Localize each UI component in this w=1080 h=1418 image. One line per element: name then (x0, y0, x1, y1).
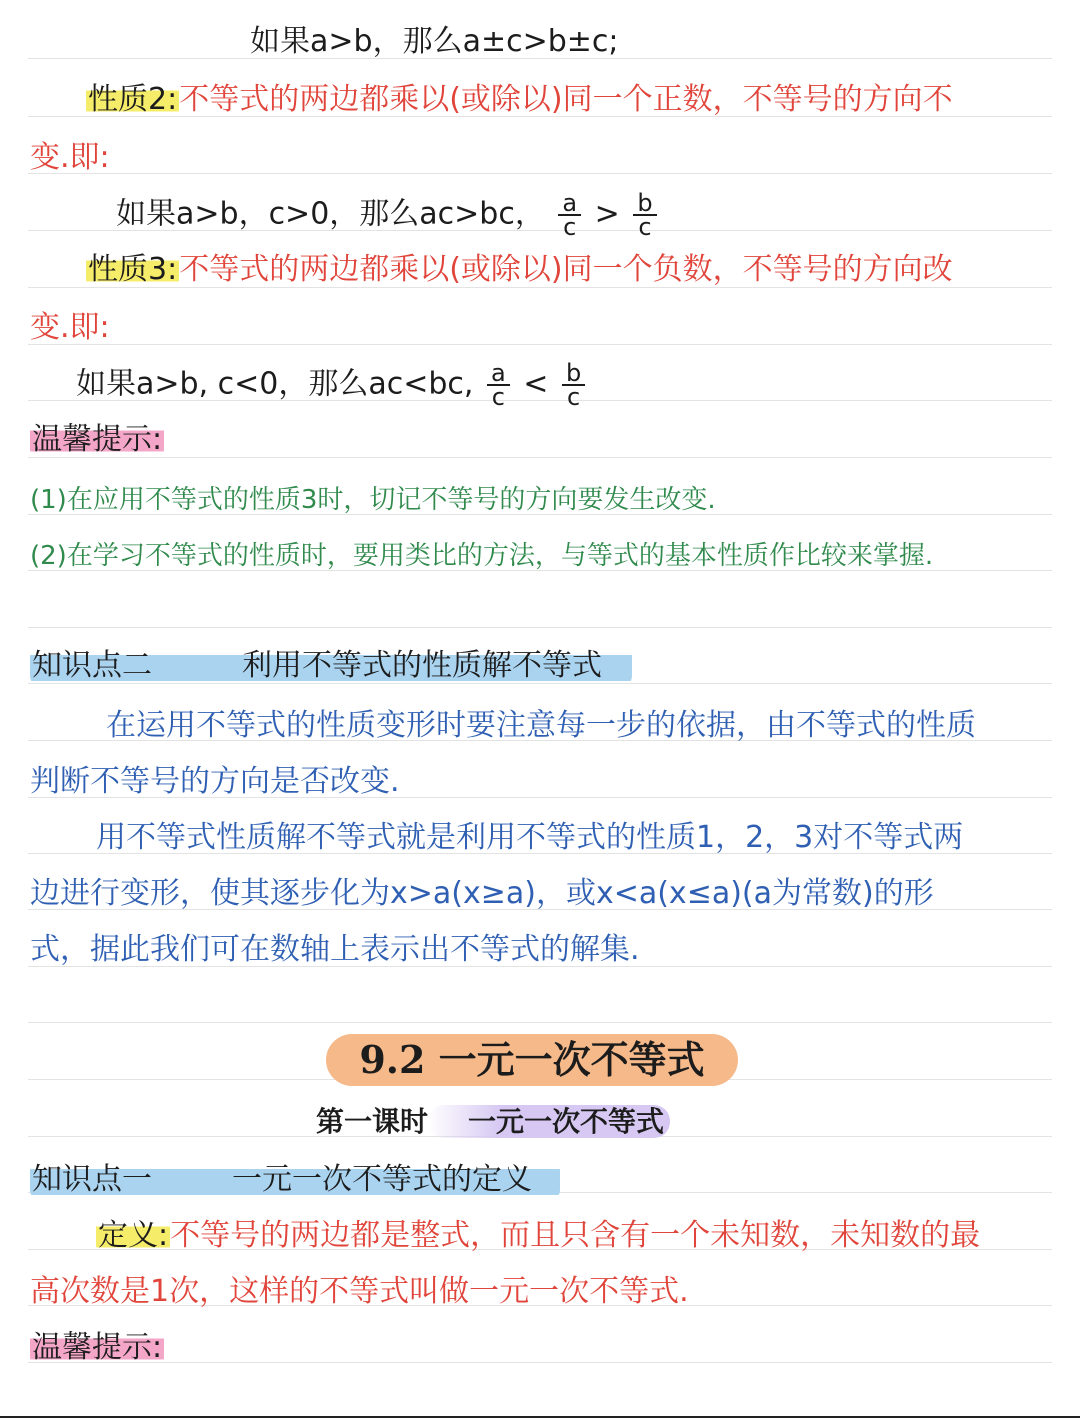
knowledge-point-2-banner (30, 646, 632, 686)
definition-line-2: 高次数是1次，这样的不等式叫做一元一次不等式. (30, 1274, 689, 1309)
definition-label: 定义: (98, 1218, 169, 1253)
property3-text: 不等式的两边都乘以(或除以)同一个负数，不等号的方向改 (179, 252, 953, 287)
lesson-topic: 一元一次不等式 (428, 1105, 670, 1138)
kp2-paragraph-2-line-1: 用不等式性质解不等式就是利用不等式的性质1，2，3对不等式两 (96, 820, 964, 855)
tip-heading-1: 温馨提示: (32, 422, 163, 457)
tip-heading-2: 温馨提示: (32, 1330, 163, 1365)
lesson-subtitle (316, 1102, 716, 1142)
property2-continuation: 变.即: (30, 140, 110, 175)
property2-equation (116, 189, 661, 241)
property3-equation (76, 359, 589, 411)
kp2-paragraph-2-line-3: 式，据此我们可在数轴上表示出不等式的解集. (30, 932, 640, 967)
knowledge-point-1-label: 知识点一 (32, 1162, 152, 1197)
property3-continuation: 变.即: (30, 310, 110, 345)
property3-line (86, 250, 953, 290)
kp2-paragraph-1-line-1: 在运用不等式的性质变形时要注意每一步的依据，由不等式的性质 (106, 708, 976, 743)
section-title: 9.2 一元一次不等式 (326, 1034, 738, 1086)
property2-equation-text: 如果a>b，c>0，那么ac>bc， (116, 196, 545, 232)
definition-text: 不等号的两边都是整式，而且只含有一个未知数，未知数的最 (170, 1218, 981, 1253)
greater-than-symbol: > (594, 196, 620, 232)
kp2-paragraph-2-line-2: 边进行变形，使其逐步化为x>a(x≥a)，或x<a(x≤a)(a为常数)的形 (30, 876, 934, 911)
fraction-b-over-c: $\frac{b}{c}$ (633, 192, 656, 238)
knowledge-point-2-label: 知识点二 (32, 648, 152, 683)
definition-line-1 (96, 1216, 980, 1256)
kp2-paragraph-1-line-2: 判断不等号的方向是否改变. (30, 764, 400, 799)
fraction-a-over-c-2: $\frac{a}{c}$ (487, 362, 510, 408)
knowledge-point-1-title: 一元一次不等式的定义 (232, 1162, 532, 1197)
fraction-a-over-c: $\frac{a}{c}$ (558, 192, 581, 238)
tip-item-1: (1)在应用不等式的性质3时，切记不等号的方向要发生改变. (30, 485, 716, 515)
property2-label: 性质2: (88, 82, 178, 117)
lesson-number: 第一课时 (316, 1105, 429, 1138)
property1-equation: 如果a>b，那么a±c>b±c; (250, 24, 619, 59)
property3-label: 性质3: (88, 252, 178, 287)
property2-line (86, 80, 953, 120)
knowledge-point-2-heading (30, 646, 632, 686)
less-than-symbol: < (523, 366, 549, 402)
fraction-b-over-c-2: $\frac{b}{c}$ (562, 362, 585, 408)
knowledge-point-2-title: 利用不等式的性质解不等式 (242, 648, 602, 683)
knowledge-point-1-banner (30, 1160, 560, 1200)
knowledge-point-1-heading (30, 1160, 560, 1200)
property2-text: 不等式的两边都乘以(或除以)同一个正数，不等号的方向不 (179, 82, 953, 117)
property3-equation-text: 如果a>b, c<0，那么ac<bc, (76, 366, 474, 402)
tip-item-2: (2)在学习不等式的性质时，要用类比的方法，与等式的基本性质作比较来掌握. (30, 541, 934, 571)
